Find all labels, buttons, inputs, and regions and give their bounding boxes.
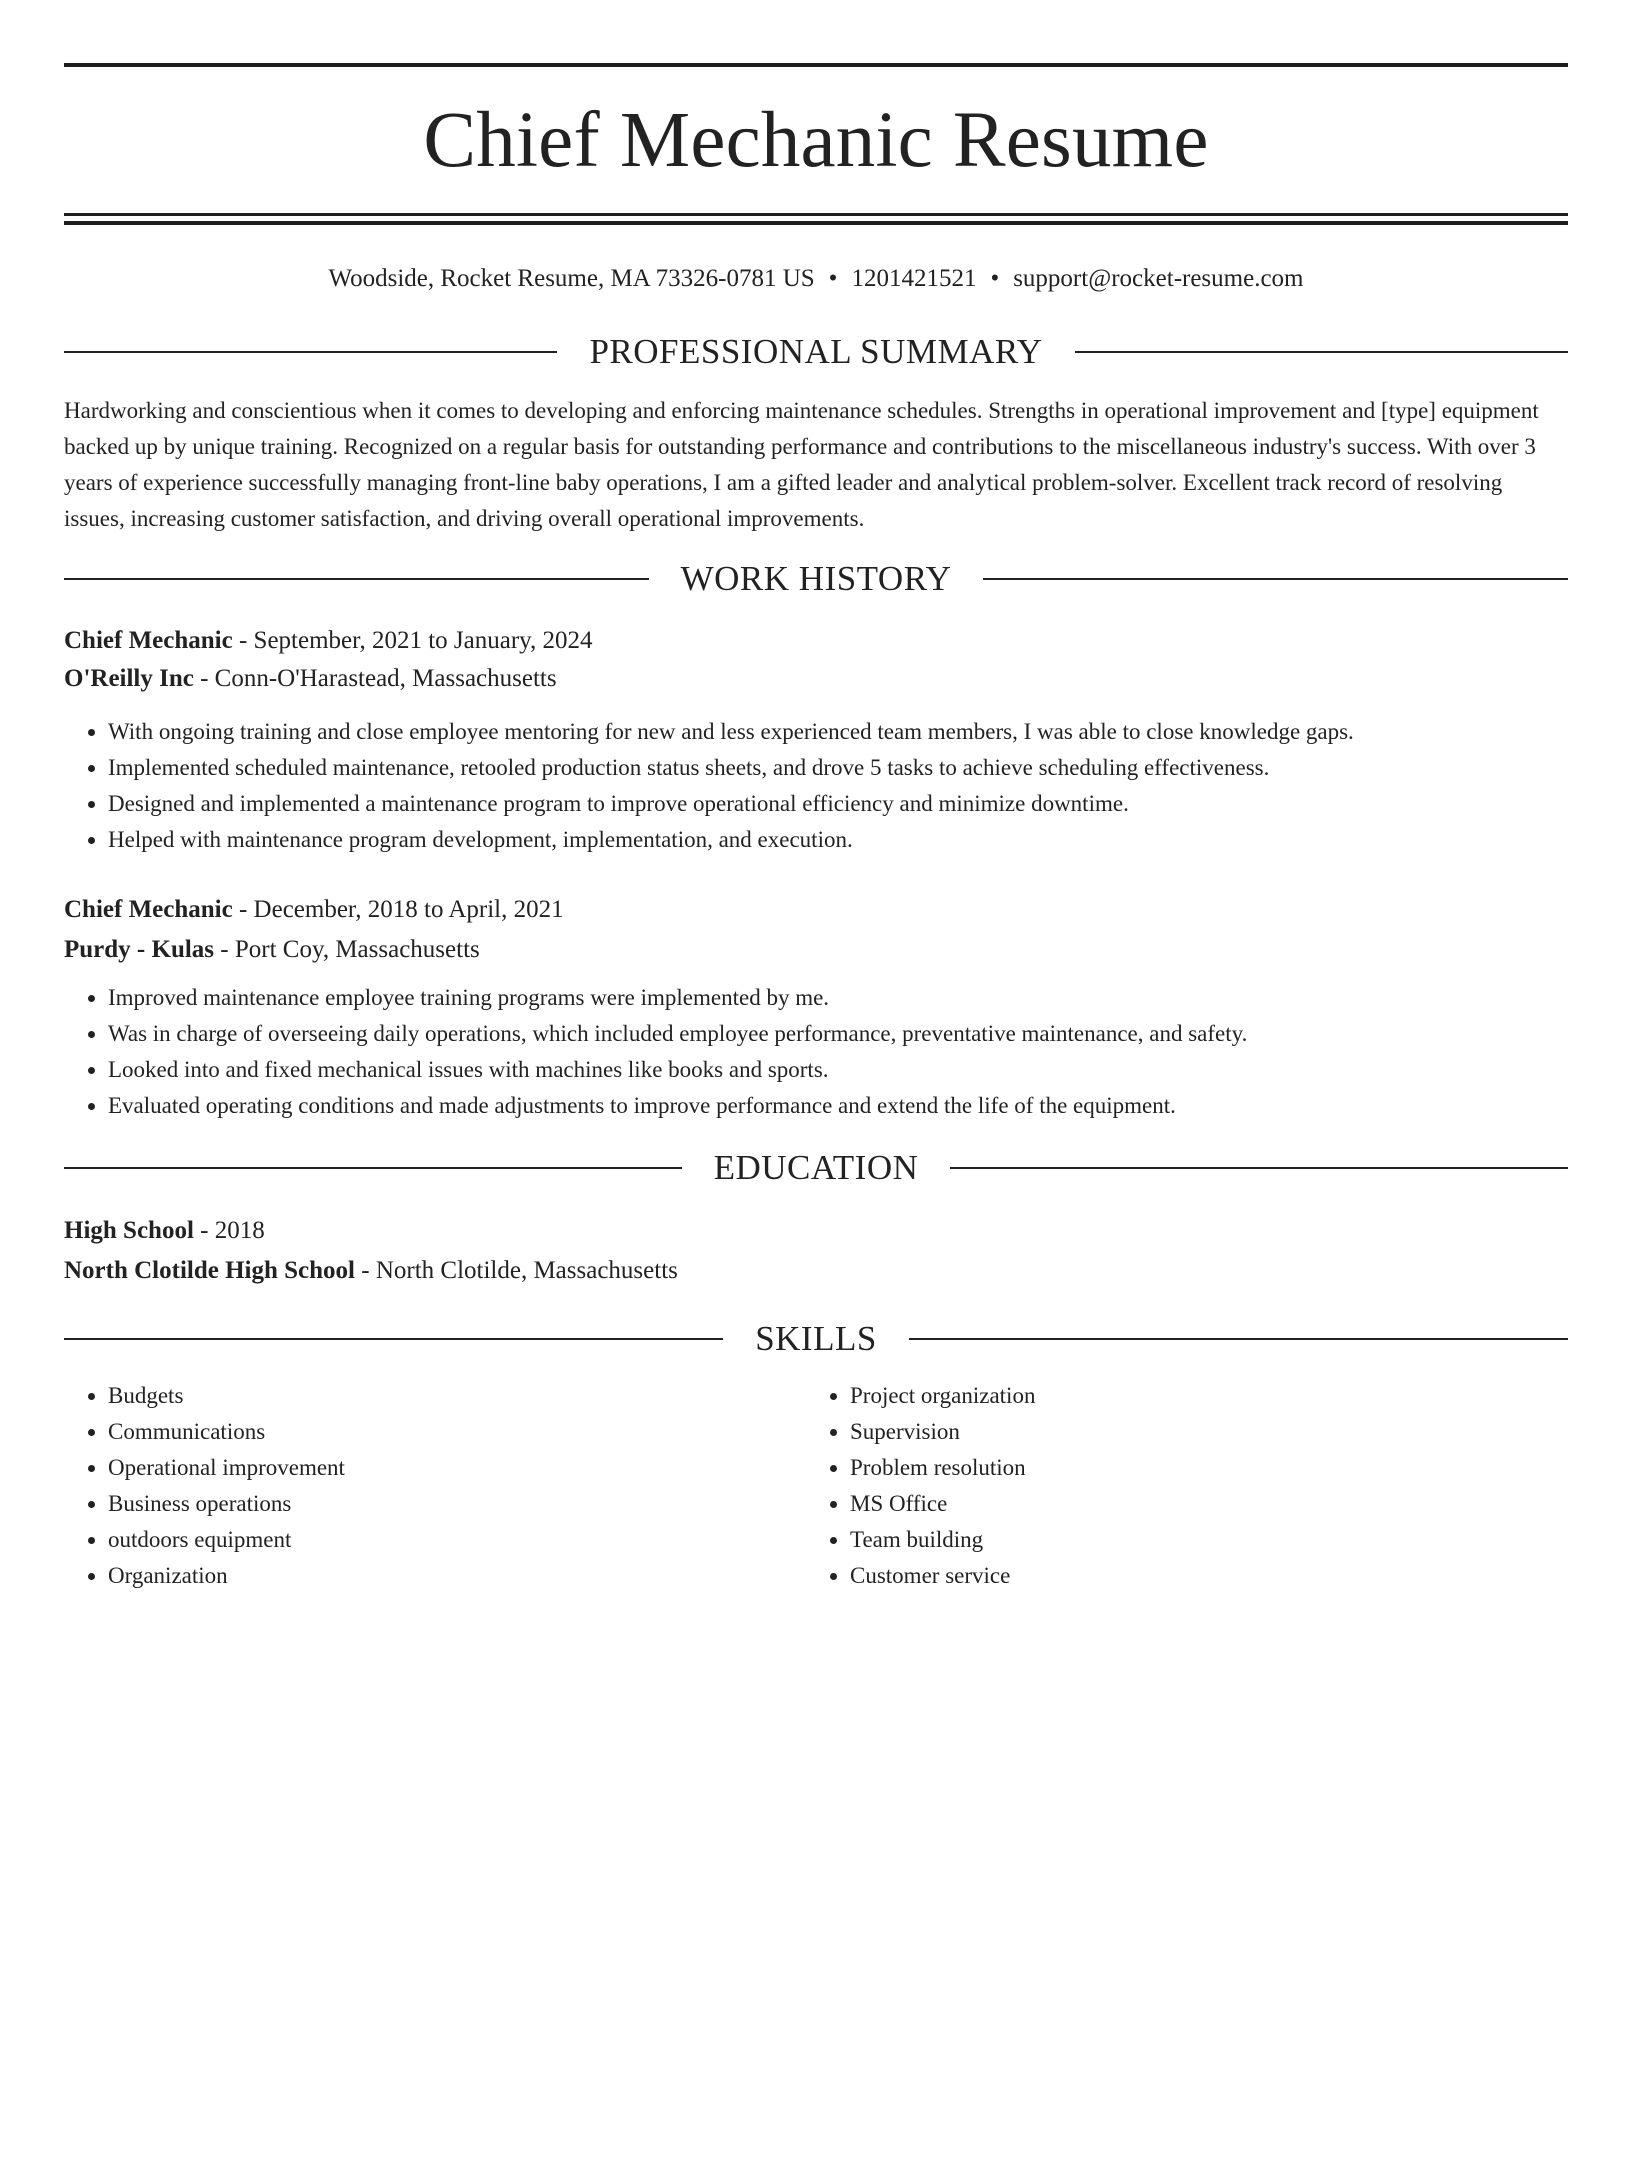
skill-item: • Business operations [108,1486,806,1522]
job-dates: - December, 2018 to April, 2021 [232,896,564,923]
job-title-line [64,622,1568,660]
resume-title: Chief Mechanic Resume [423,97,1209,184]
section-rule [64,1167,682,1169]
section-rule [64,578,649,580]
section-rule [909,1338,1568,1340]
section-title: WORK HISTORY [680,559,952,598]
section-rule [64,1338,723,1340]
education-school-line [64,1251,1568,1291]
job-location: - Conn-O'Harastead, Massachusetts [193,665,557,692]
title-double-rule [64,213,1568,225]
job-bullet: • Looked into and fixed mechanical issues with machines like books and sports. [108,1052,1568,1088]
section-header-education [64,1150,1568,1185]
job-bullet: • Designed and implemented a maintenance program to improve operational efficiency and minimize downtime. [108,786,1568,822]
contact-email: support@rocket-resume.com [1013,265,1304,292]
skill-item: • MS Office [850,1486,1548,1522]
section-title: EDUCATION [713,1148,919,1187]
section-rule [950,1167,1568,1169]
skill-item: • Problem resolution [850,1450,1548,1486]
job-location: - Port Coy, Massachusetts [214,936,480,963]
education-degree-line [64,1211,1568,1251]
job-company-line [64,660,1568,698]
skill-item: • Operational improvement [108,1450,806,1486]
skill-item: • Supervision [850,1414,1548,1450]
job-company: Purdy - Kulas [64,936,215,963]
education-degree: High School [64,1217,194,1244]
job-company-line [64,930,1568,970]
job-bullet: • Evaluated operating conditions and made adjustments to improve performance and extend the life of the equipment. [108,1088,1568,1124]
section-title: PROFESSIONAL SUMMARY [589,332,1043,371]
section-rule [983,578,1568,580]
skill-item: • outdoors equipment [108,1522,806,1558]
contact-address: Woodside, Rocket Resume, MA 73326-0781 US [328,265,815,292]
job-company: O'Reilly Inc [64,665,194,692]
section-header-work [64,561,1568,596]
skill-item: • Communications [108,1414,806,1450]
job-bullet: • Was in charge of overseeing daily operations, which included employee performance, preventative maintenance, and safety. [108,1016,1568,1052]
job-bullets [64,714,1568,858]
resume-page [0,63,1632,2175]
job-bullets [64,980,1568,1124]
section-header-skills [64,1321,1568,1356]
skill-item: • Organization [108,1558,806,1594]
education-entry [64,1211,1568,1291]
top-rule [64,63,1568,67]
job-bullet: • With ongoing training and close employee mentoring for new and less experienced team members, I was able to close knowledge gaps. [108,714,1568,750]
contact-separator: • [990,265,1000,292]
education-location: - North Clotilde, Massachusetts [355,1257,678,1284]
job-entry [64,622,1568,858]
job-title-line [64,890,1568,930]
contact-separator: • [828,265,838,292]
job-bullet: • Helped with maintenance program development, implementation, and execution. [108,822,1568,858]
contact-phone: 1201421521 [851,265,977,292]
education-year: - 2018 [193,1217,265,1244]
job-title: Chief Mechanic [64,627,233,654]
skill-item: • Customer service [850,1558,1548,1594]
skill-item: • Project organization [850,1378,1548,1414]
education-school: North Clotilde High School [64,1257,355,1284]
section-rule [1075,351,1568,353]
job-bullet: • Implemented scheduled maintenance, retooled production status sheets, and drove 5 tasks to achieve scheduling effectiveness. [108,750,1568,786]
skills-list-left [64,1378,806,1594]
skills-list-right [806,1378,1548,1594]
section-header-summary [64,334,1568,369]
skill-item: • Team building [850,1522,1548,1558]
job-bullet: • Improved maintenance employee training programs were implemented by me. [108,980,1568,1016]
skill-item: • Budgets [108,1378,806,1414]
job-entry [64,890,1568,1124]
section-rule [64,351,557,353]
job-dates: - September, 2021 to January, 2024 [232,627,593,654]
summary-text: Hardworking and conscientious when it comes to developing and enforcing maintenance schedules. Strengths in operational improvement and [type] equipment backed up by unique training. Recognized on a regular basis for outstanding performance and contributions to the miscellaneous industry's success. With over 3 years of experience successfully managing front-line baby operations, I am a gifted leader and analytical problem-solver. Excellent track record of resolving issues, increasing customer satisfaction, and driving overall operational improvements. [64,398,1539,531]
skills-columns [64,1378,1568,1594]
contact-line [64,264,1568,294]
job-title: Chief Mechanic [64,896,233,923]
section-title: SKILLS [755,1319,877,1358]
